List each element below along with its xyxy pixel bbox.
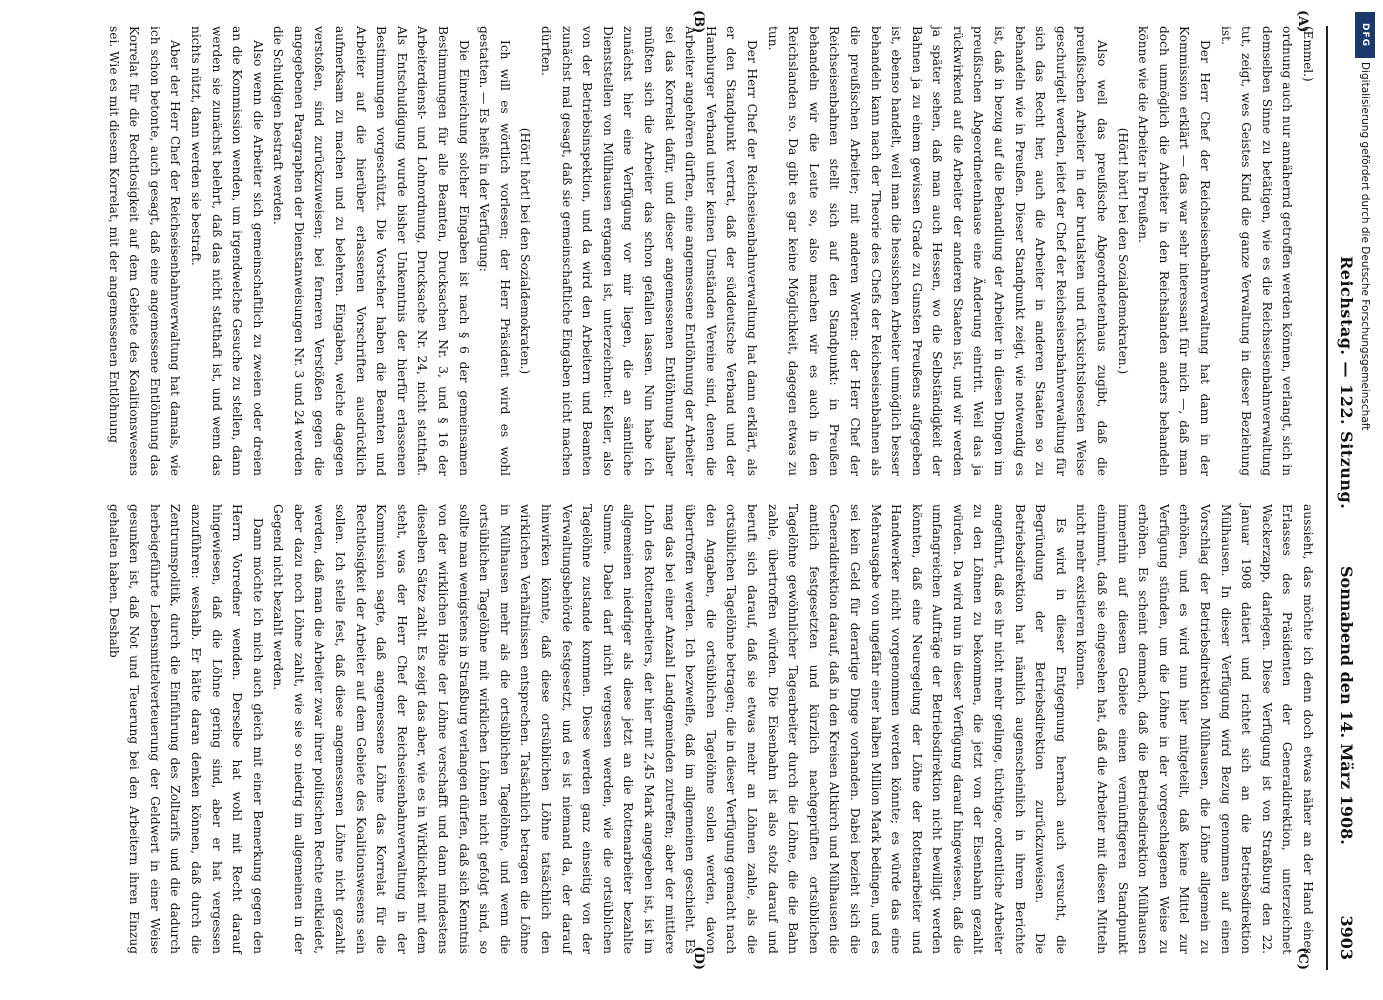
session-heading: Reichstag. — 122. Sitzung. (1337, 256, 1356, 510)
paragraph: Also weil das preußische Abgeordnetenhaus zugibt, daß die preußischen Arbeiter in der brutalsten und rücksichtslosesten Weise geschurigelt werden, leitet der Chef der Reichseisenbahnverwaltung für sich das Recht her, auch die Arbeiter in anderen Staaten so zu behandeln wie in Preußen. Dieser Standpunkt zeigt, wie notwendig es ist, daß in bezug auf die Behandlung der Arbeiter in diesen Dingen im preußischen Abgeordnetenhause eine Änderung eintritt. Weil das ja rückwirkend auf die Arbeiter der anderen Staaten ist, und wir werden ja später sehen, daß man auch Hessen, wo die Selbständigkeit der Bahnen ja zu einem gewissen Grade zu Gunsten Preußens aufgegeben ist, ebenso handelt, weil man die hessischen Arbeiter unmöglich besser behandeln kann nach der Theorie des Chefs der Reichseisenbahnen als die preußischen Arbeiter; mit anderen Worten: der Herr Chef der Reichseisenbahnen stellt sich auf den Standpunkt: in Preußen behandeln wir die Leute so, also machen wir es auch in den Reichslanden so. Da gibt es gar keine Möglichkeit, dagegen etwas zu tun. (765, 26, 1110, 476)
margin-marker-c: (C) (1295, 947, 1310, 970)
digitization-credit (1354, 10, 1376, 990)
margin-marker-d: (D) (691, 946, 706, 970)
page-number: 3903 (1337, 915, 1356, 960)
dfg-logo: DFG (1355, 12, 1375, 58)
paragraph: Also wenn die Arbeiter sich gemeinschaftlich zu zweien oder dreien an die Kommission wenden, um irgendwelche Gesuche zu stellen, dann werden sie zunächst belehrt, daß das nicht statthaft ist, und wenn das nichts nützt, dann werden sie bestraft. (188, 26, 265, 476)
paragraph: aussieht, das möchte ich denn doch etwas näher an der Hand eines Erlasses des Präsidenten der Generaldirektion, unterzeichnet Wackerzapp, darlegen. Diese Verfügung ist von Straßburg den 22. Januar 1908 datiert und richtet sich an die Betriebsdirektion Mülhausen. In dieser Verfügung wird Bezug genommen auf einen Vorschlag der Betriebsdirektion Mülhausen, die Löhne allgemein zu erhöhen, und es wird nun hier mitgeteilt, daß keine Mittel zur Verfügung stünden, um die Löhne in der vorgeschlagenen Weise zu erhöhen. Es scheint demnach, daß die Betriebsdirektion Mülhausen immerhin auf diesem Gebiete einen vernünftigeren Standpunkt einnimmt, daß sie eingesehen hat, daß die Arbeiter mit diesen Mitteln nicht mehr existieren können. (1074, 504, 1315, 954)
speaker-name: (Emmel.) (1301, 26, 1315, 82)
paragraph: Dann möchte ich mich auch gleich mit einer Bemerkung gegen den Herrn Vorredner wenden. Derselbe hat wohl mit Recht darauf hingewiesen, daß die Löhne gering sind, aber er hat vergessen anzuführen: weshalb. Er hätte daran denken können, daß durch die Zentrumspolitik, durch die Einführung des Zolltarifs und die dadurch herbeigeführte Lebensmittelverteuerung der Geldwert in einer Weise gesunken ist, daß Not und Teuerung bei den Arbeitern ihren Einzug gehalten haben. Deshalb (106, 504, 265, 954)
document-page (30, 8, 1370, 988)
paragraph: Ich will es wörtlich vorlesen; der Herr Präsident wird es wohl gestatten. — Es heißt in der Verfügung: (477, 26, 512, 476)
paragraph: ordnung auch nur annähernd getroffen werden können, verlangt, sich in demselben Sinne zu betätigen, wie es die Reichseisenbahnverwaltung tut, zeigt, wes Geistes Kind die ganze Verwaltung in dieser Beziehung ist. (1218, 26, 1295, 476)
date-heading: Sonnabend den 14. März 1908. (1337, 566, 1356, 845)
interjection: (Hört! hört! bei den Sozialdemokraten.) (518, 127, 533, 375)
margin-marker-b: (B) (691, 10, 706, 34)
paragraph: Der Herr Chef der Reichseisenbahnverwaltung hat dann in der Kommission erklärt — das war sehr interessant für mich —, daß man doch unmöglich die Arbeiter in den Reichslanden anders behandeln könne wie die Arbeiter in Preußen. (1136, 26, 1213, 476)
credit-text: Digitalisierung gefördert durch die Deutsche Forschungsgemeinschaft (1359, 62, 1371, 431)
margin-marker-a: (A) (1295, 10, 1310, 33)
paragraph: Aber der Herr Chef der Reichseisenbahnverwaltung hat damals, wie ich schon betonte, auch gesagt, daß eine angemessene Entlöhnung das Korrelat für die Rechtlosigkeit auf dem Gebiete des Koalitionswesens sei. Wie es mit diesem Korrelat, mit der angemessenen Entlöhnung (106, 26, 183, 476)
interjection: (Hört! hört! bei den Sozialdemokraten.) (1115, 127, 1130, 375)
paragraph: Es wird in dieser Entgegnung hernach auch versucht, die Begründung der Betriebsdirektion zurückzuweisen. Die Betriebsdirektion hat nämlich augenscheinlich in ihrem Berichte angeführt, daß es ihr nicht mehr gelinge, tüchtige, ordentliche Arbeiter zu den Löhnen zu bekommen, die jetzt von der Eisenbahn gezahlt würden. Da wird nun in dieser Verfügung darauf hingewiesen, daß die umfangreichen Aufträge der Betriebsdirektion nicht bewilligt werden könnten, daß eine Neuregelung der Löhne der Rottenarbeiter und Handwerker nicht vorgenommen werden könnte; es würde das eine Mehrausgabe von ungefähr einer halben Million Mark bedingen, und es sei kein Geld für derartige Dinge vorhanden. Dabei bezieht sich die Generaldirektion darauf, daß in den Kreisen Altkirch und Mülhausen die amtlich festgesetzten und kürzlich nachgeprüften ortsüblichen Tagelöhne gewöhnlicher Tagearbeiter durch die Löhne, die die Bahn zahle, übertroffen würden. Die Eisenbahn ist also stolz darauf und beruft sich darauf, daß sie etwas mehr an Löhnen zahle, als die ortsüblichen Tagelöhne betragen; die in dieser Verfügung gemacht nach den Angaben, die ortsüblichen Tagelöhne sollen werden, davon übertroffen werden. Ich bezweifle, daß im allgemeinen geschieht. Es mag das bei einer Anzahl Landgemeinden zutreffen; aber der mittlere Lohn des Rottenarbeiters, der hier mit 2,45 Mark angegeben ist, ist im allgemeinen niedriger als diese jetzt an die Rottenarbeiter bezahlte Summe. Dabei darf nicht vergessen werden, wie die ortsüblichen Tagelöhne zustande kommen. Diese werden ganz einseitig von der Verwaltungsbehörde festgesetzt, und es ist niemand da, der darauf hinwirken könnte, daß diese ortsüblichen Löhne tatsächlich den wirklichen Verhältnissen entsprechen. Tatsächlich betragen die Löhne in Mülhausen mehr als die ortsüblichen Tagelöhne, und wenn die ortsüblichen Tagelöhne mit wirklichen Löhnen nicht gefolgt sind, so sollte man wenigstens in Straßburg verlangen dürfen, daß sich Kenntnis von der wirklichen Höhe der Löhne verschafft und dann mindestens dieselben Sätze zahlt. Es zeigt das aber, wie es in Wirklichkeit mit dem steht, was der Herr Chef der Reichseisenbahnverwaltung in der Kommission sagte, daß angemessene Löhne das Korrelat für die Rechtlosigkeit der Arbeiter auf dem Gebiete des Koalitionswesens sein sollen. Ich stelle fest, daß diese angemessenen Löhne nicht gezahlt werden, daß man die Arbeiter zwar ihrer politischen Rechte entkleidet, aber dazu noch Löhne zahlt, wie sie so niedrig im allgemeinen in der Gegend nicht bezahlt werden. (271, 504, 1068, 954)
paragraph: Der Herr Chef der Reichseisenbahnverwaltung hat dann erklärt, als er den Standpunkt vertrat, daß der süddeutsche Verband und der Hamburger Verband unter keinen Umständen Vereine sind, denen die Arbeiter angehören dürften, eine angemessene Entlöhnung der Arbeiter sei das Korrelat dafür, und dieser angemessenen Entlöhnung halber müßten sich die Arbeiter das schon gefallen lassen. Nun habe ich zunächst hier eine Verfügung vor mir liegen, die an sämtliche Dienststellen von Mülhausen ergangen ist, unterzeichnet: Keller, also von der Betriebsinspektion, und da wird den Arbeitern und Beamten zunächst mal gesagt, daß sie gemeinschaftliche Eingaben nicht machen dürften. (539, 26, 759, 476)
quoted-order: Die Einreichung solcher Eingaben ist nach § 6 der gemeinsamen Bestimmungen für alle Beamten, Drucksachen Nr. 3, und § 16 der Arbeiterdienst- und Lohnordnung, Drucksache Nr. 24, nicht statthaft. Als Entschuldigung wurde bisher Unkenntnis der hierfür erlassenen Bestimmungen vorgeschützt. Die Vorsteher haben die Beamten und Arbeiter auf die hierüber erlassenen Vorschriften ausdrücklich aufmerksam zu machen und zu belehren. Eingaben, welche dagegen verstoßen, sind zurückzuweisen; bei ferneren Verstößen gegen die angegebenen Paragraphen der Dienstanweisungen Nr. 3 und 24 werden die Schuldigen bestraft werden. (271, 26, 471, 476)
right-column (103, 504, 1318, 970)
left-column (103, 10, 1318, 476)
